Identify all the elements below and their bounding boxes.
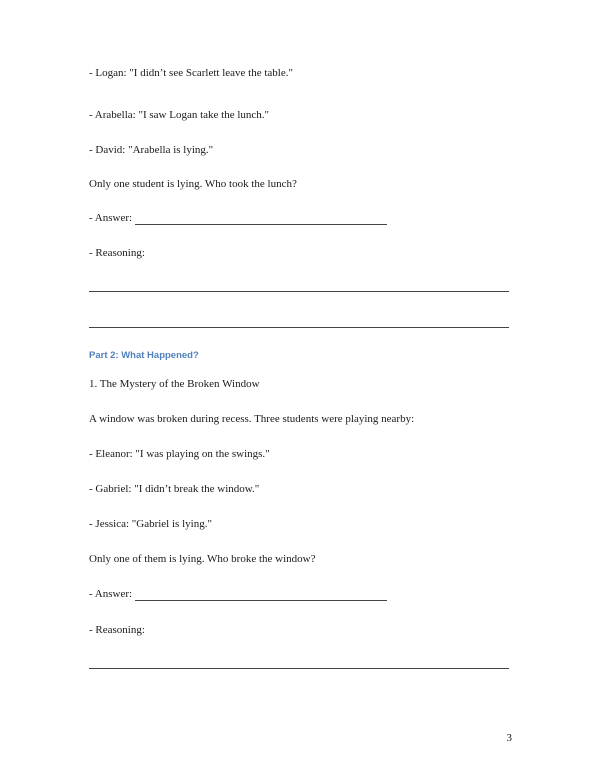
statement-arabella: - Arabella: "I saw Logan take the lunch." <box>89 109 270 121</box>
answer-label: - Answer: <box>89 588 133 600</box>
reasoning-line-1[interactable] <box>89 291 509 292</box>
question-window: Only one of them is lying. Who broke the window? <box>89 553 316 565</box>
intro-text: A window was broken during recess. Three students were playing nearby: <box>89 413 415 425</box>
answer-row-2 <box>89 587 387 601</box>
item-title: 1. The Mystery of the Broken Window <box>89 378 260 390</box>
reasoning-line-2[interactable] <box>89 327 509 328</box>
reasoning-label-2: - Reasoning: <box>89 624 145 636</box>
answer-label: - Answer: <box>89 212 133 224</box>
statement-david: - David: "Arabella is lying." <box>89 144 214 156</box>
statement-gabriel: - Gabriel: "I didn’t break the window." <box>89 483 260 495</box>
answer-blank[interactable] <box>135 213 387 225</box>
page-number: 3 <box>506 732 512 744</box>
question-lunch: Only one student is lying. Who took the lunch? <box>89 178 297 190</box>
statement-eleanor: - Eleanor: "I was playing on the swings." <box>89 448 270 460</box>
answer-row-1 <box>89 211 387 225</box>
reasoning-line-3[interactable] <box>89 668 509 669</box>
answer-blank[interactable] <box>135 589 387 601</box>
reasoning-label-1: - Reasoning: <box>89 247 145 259</box>
section-heading: Part 2: What Happened? <box>89 350 199 361</box>
statement-jessica: - Jessica: "Gabriel is lying." <box>89 518 212 530</box>
statement-logan: - Logan: "I didn’t see Scarlett leave the table." <box>89 67 293 79</box>
